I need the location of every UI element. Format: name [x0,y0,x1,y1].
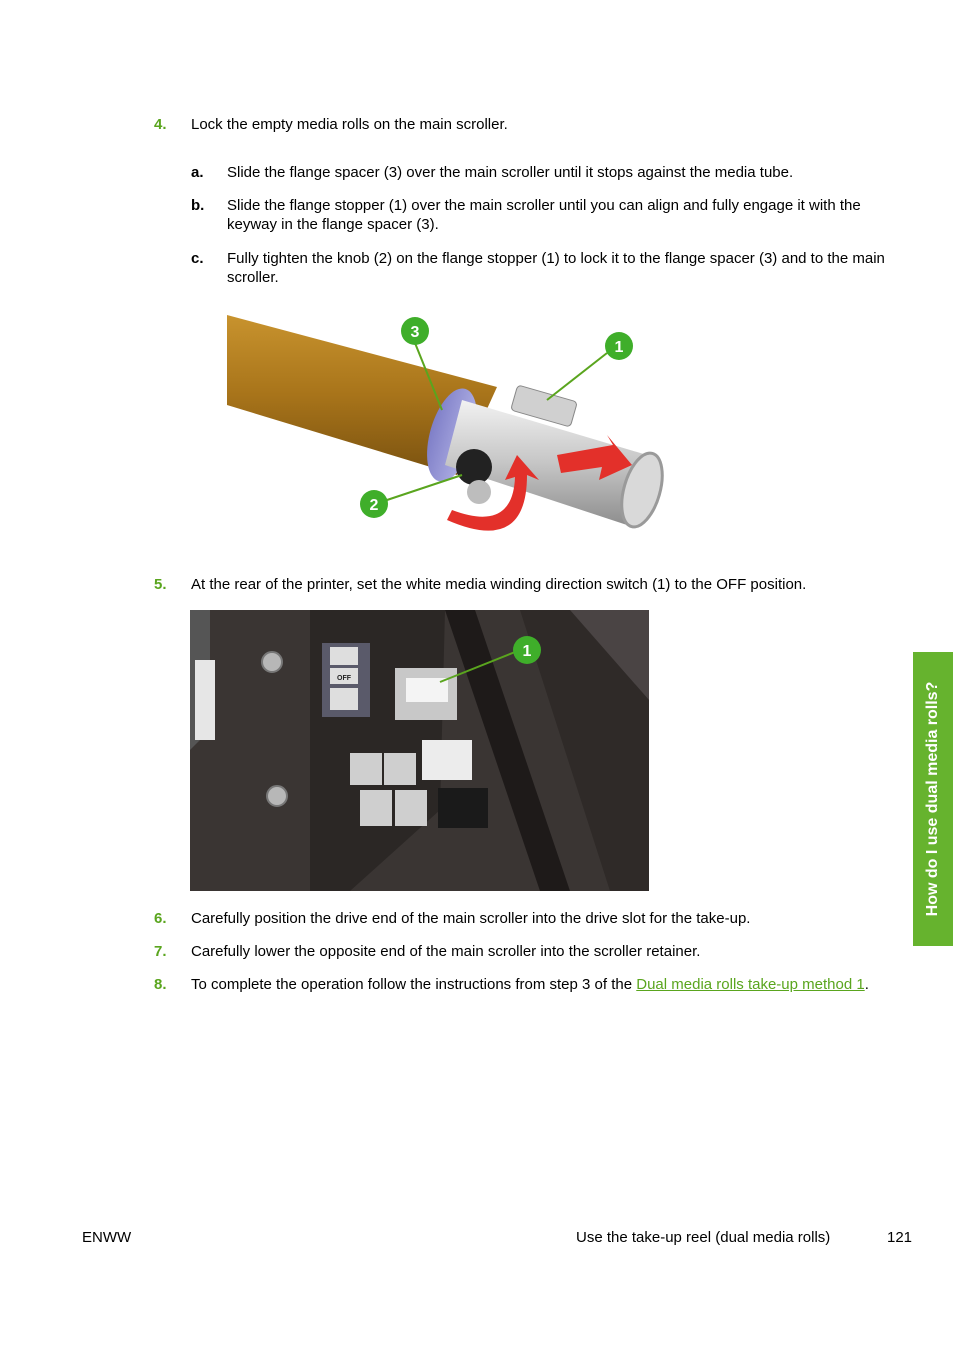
substep-letter: a. [191,164,204,181]
step-number: 4. [154,116,167,133]
step-number: 5. [154,576,167,593]
callout-3: 3 [410,324,420,341]
substep-letter: c. [191,250,204,267]
step-number: 7. [154,943,167,960]
off-label: OFF [337,675,351,682]
step-text: At the rear of the printer, set the white media winding direction switch (1) to the OFF position. [191,576,807,593]
page-number: 121 [887,1229,913,1246]
substep-text: Slide the flange spacer (3) over the main scroller until it stops against the media tube. [227,164,794,181]
step-text: Lock the empty media rolls on the main scroller. [191,116,508,133]
step-text: To complete the operation follow the instructions from step 3 of the [191,976,637,993]
callout-1: 1 [522,643,532,660]
step-text: Carefully lower the opposite end of the main scroller into the scroller retainer. [191,943,701,960]
chapter-side-tab-label: How do I use dual media rolls? [924,681,941,917]
step-number: 6. [154,910,167,927]
substep-text: Fully tighten the knob (2) on the flange stopper (1) to lock it to the flange spacer (3) and to the main scroller. [227,250,885,286]
step-text-end: . [864,976,869,993]
chapter-side-tab [913,652,953,946]
step-text-container [191,975,896,994]
rear-panel-photo [190,610,649,891]
callout-2: 2 [369,497,379,514]
substep-text: Slide the flange stopper (1) over the main scroller until you can align and fully engage it with the keyway in the flange spacer (3). [227,197,861,233]
step-text: Carefully position the drive end of the main scroller into the drive slot for the take-up. [191,910,751,927]
substep-letter: b. [191,197,205,214]
step-number: 8. [154,976,167,993]
footer-title: Use the take-up reel (dual media rolls) [576,1229,831,1246]
flange-illustration [227,305,689,555]
callout-1: 1 [614,339,624,356]
dual-media-method-1-link[interactable]: Dual media rolls take-up method 1 [636,976,865,993]
footer-left: ENWW [82,1229,132,1246]
